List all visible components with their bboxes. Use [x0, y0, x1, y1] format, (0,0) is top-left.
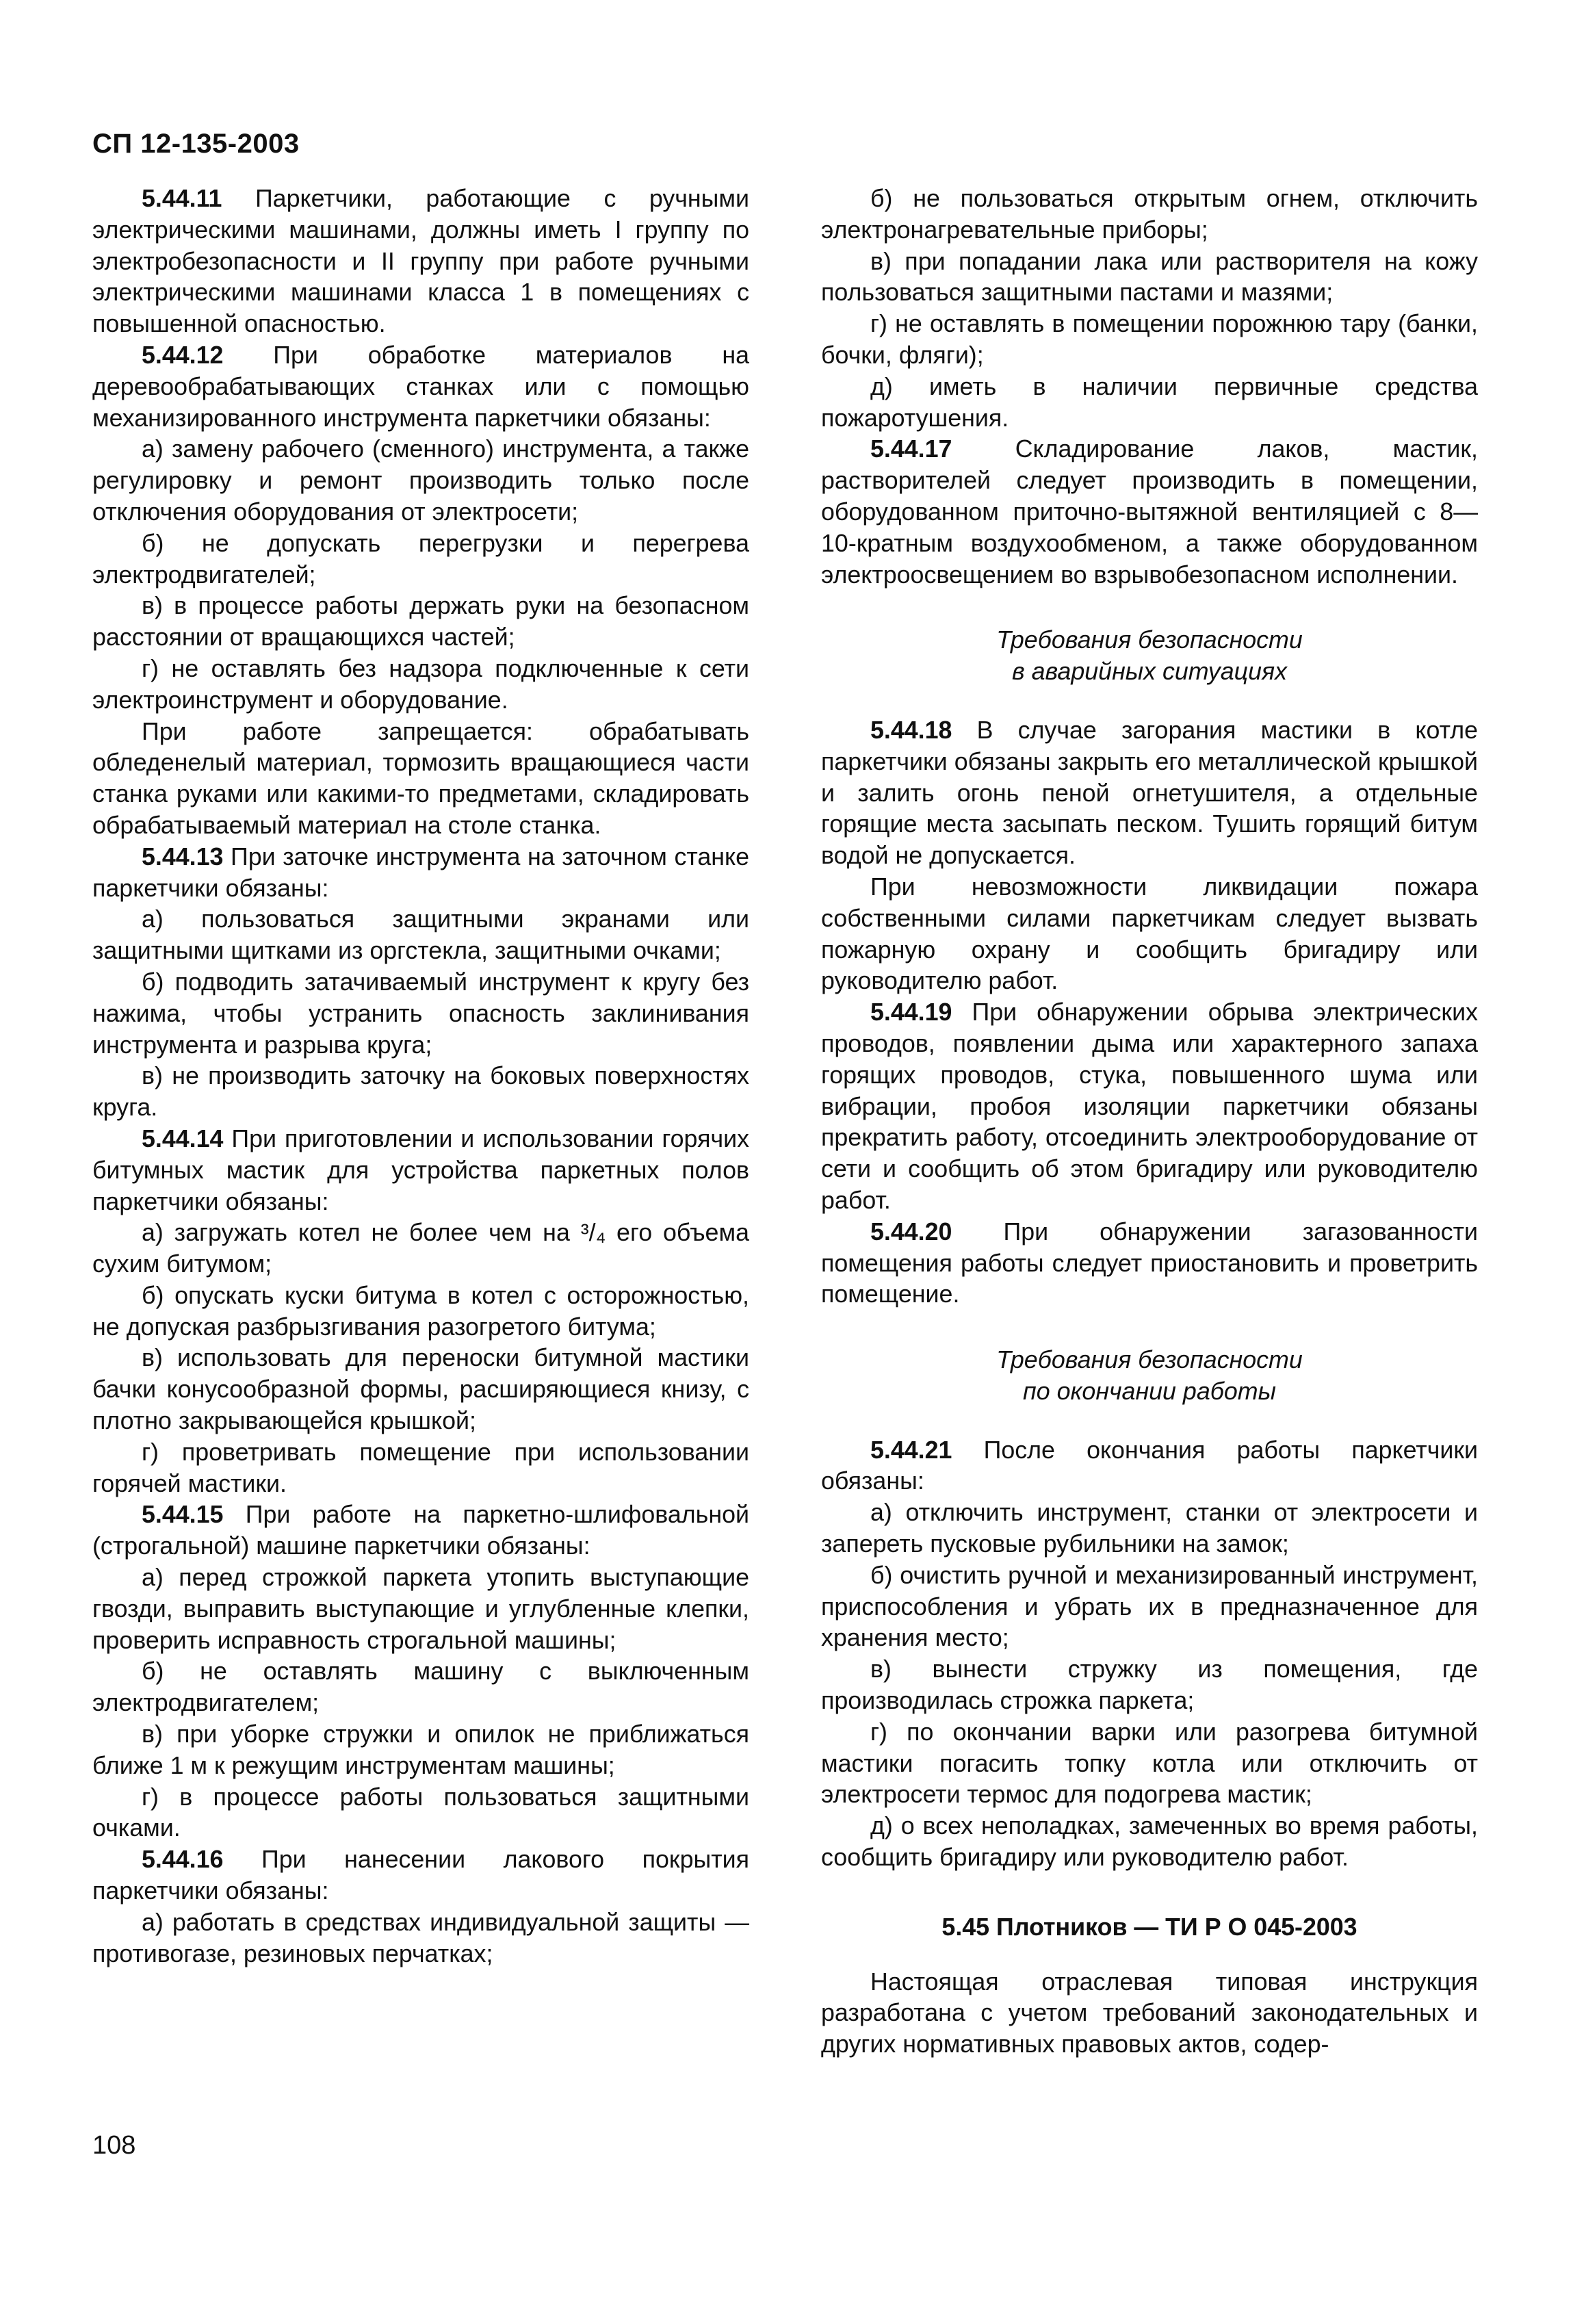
list-item-paragraph [92, 1782, 749, 1845]
paragraph-text: а) отключить инструмент, станки от электросети и запереть пусковые рубильники на замок; [821, 1499, 1478, 1558]
heading-emergency-line2: в аварийных ситуациях [1012, 658, 1287, 686]
paragraph-text: в) при уборке стружки и опилок не приближаться ближе 1 м к режущим инструментам машины; [92, 1720, 749, 1779]
clause-paragraph [92, 340, 749, 434]
list-item-paragraph [821, 1811, 1478, 1874]
list-item-paragraph [92, 434, 749, 528]
heading-emergency [821, 625, 1478, 688]
list-item-paragraph [821, 872, 1478, 997]
clause-paragraph [821, 1435, 1478, 1498]
paragraph-text: б) подводить затачиваемый инструмент к кругу без нажима, чтобы устранить опасность заклинивания инструмента и разрыва круга; [92, 968, 749, 1059]
paragraph-text: б) опускать куски битума в котел с осторожностью, не допуская разбрызгивания разогретого битума; [92, 1281, 749, 1341]
paragraph-text: Настоящая отраслевая типовая инструкция разработана с учетом требований законодательных и других нормативных правовых актов, содер- [821, 1967, 1478, 2058]
paragraph-text: При работе запрещается: обрабатывать обледенелый материал, тормозить вращающиеся части станка руками или какими-то предметами, складировать обрабатываемый материал на столе станка. [92, 717, 749, 839]
list-item-paragraph [821, 372, 1478, 435]
list-item-paragraph [92, 967, 749, 1061]
clause-number: 5.44.12 [142, 341, 224, 369]
list-item-paragraph [92, 528, 749, 591]
clause-paragraph [92, 1844, 749, 1907]
clause-number: 5.44.19 [870, 998, 952, 1027]
clause-paragraph [92, 842, 749, 905]
list-item-paragraph [92, 1437, 749, 1500]
heading-emergency-line1: Требования безопасности [996, 626, 1303, 654]
paragraph-text: а) загружать котел не более чем на ³/₄ его объема сухим битумом; [92, 1219, 749, 1278]
page-number: 108 [92, 2131, 136, 2160]
paragraph-text: в) в процессе работы держать руки на безопасном расстоянии от вращающихся частей; [92, 592, 749, 651]
heading-after-work-line2: по окончании работы [1023, 1377, 1276, 1405]
clause-number: 5.44.13 [142, 842, 224, 870]
clause-paragraph [92, 183, 749, 340]
section-title: 5.45 Плотников — ТИ Р О 045-2003 [941, 1913, 1357, 1941]
paragraph-text: г) по окончании варки или разогрева битумной мастики погасить топку котла или отключить от электросети термос для подогрева мастик; [821, 1718, 1478, 1809]
clause-number: 5.44.15 [142, 1501, 224, 1529]
paragraph-text: б) очистить ручной и механизированный инструмент, приспособления и убрать их в предназначенное для хранения место; [821, 1561, 1478, 1652]
paragraph-text: При заточке инструмента на заточном станке паркетчики обязаны: [92, 842, 749, 902]
list-item-paragraph [92, 1280, 749, 1343]
paragraph-text: При приготовлении и использовании горячих битумных мастик для устройства паркетных полов паркетчики обязаны: [92, 1124, 749, 1215]
list-item-paragraph [821, 309, 1478, 372]
clause-paragraph [821, 997, 1478, 1217]
paragraph-text: а) работать в средствах индивидуальной защиты — противогазе, резиновых перчатках; [92, 1908, 749, 1967]
list-item-paragraph [92, 1061, 749, 1124]
list-item-paragraph [821, 1967, 1478, 2061]
list-item-paragraph [92, 1343, 749, 1436]
clause-number: 5.44.14 [142, 1124, 224, 1152]
left-column [92, 183, 749, 1970]
right-column [821, 183, 1478, 2061]
right-part2 [821, 715, 1478, 1311]
list-item-paragraph [92, 904, 749, 967]
paragraph-text: При невозможности ликвидации пожара собственными силами паркетчикам следует вызвать пожарную охрану и сообщить бригадиру или руководителю работ. [821, 873, 1478, 995]
heading-after-work-line1: Требования безопасности [996, 1346, 1303, 1374]
paragraph-text: в) при попадании лака или растворителя на кожу пользоваться защитными пастами и мазями; [821, 247, 1478, 307]
list-item-paragraph [821, 246, 1478, 309]
paragraph-text: При обнаружении загазованности помещения работы следует приостановить и проветрить помещение. [821, 1217, 1478, 1308]
paragraph-text: В случае загорания мастики в котле паркетчики обязаны закрыть его металлической крышкой и залить огонь пеной огнетушителя, а отдельные горящие места засыпать песком. Тушить горящий битум водой не допускается. [821, 716, 1478, 870]
paragraph-text: При обнаружении обрыва электрических проводов, появлении дыма или характерного запаха горящих проводов, стука, повышенного шума или вибрации, пробоя изоляции паркетчики обязаны прекратить работу, отсоединить электрооборудование от сети и сообщить об этом бригадиру или руководителю работ. [821, 998, 1478, 1214]
list-item-paragraph [92, 1562, 749, 1656]
document-code-header: СП 12-135-2003 [92, 129, 300, 159]
right-part3 [821, 1435, 1478, 1874]
list-item-paragraph [821, 1654, 1478, 1717]
clause-paragraph [92, 1124, 749, 1217]
clause-number: 5.44.21 [870, 1436, 952, 1464]
paragraph-text: д) иметь в наличии первичные средства пожаротушения. [821, 372, 1478, 432]
paragraph-text: а) замену рабочего (сменного) инструмента, а также регулировку и ремонт производить только после отключения оборудования от электросети; [92, 435, 749, 526]
clause-number: 5.44.17 [870, 435, 952, 463]
list-item-paragraph [821, 1717, 1478, 1811]
clause-paragraph [92, 1499, 749, 1562]
paragraph-text: в) вынести стружку из помещения, где производилась строжка паркета; [821, 1655, 1478, 1715]
clause-paragraph [821, 434, 1478, 591]
list-item-paragraph [92, 716, 749, 842]
paragraph-text: в) использовать для переноски битумной мастики бачки конусообразной формы, расширяющиеся книзу, с плотно закрывающейся крышкой; [92, 1344, 749, 1435]
paragraph-text: а) пользоваться защитными экранами или защитными щитками из оргстекла, защитными очками; [92, 905, 749, 965]
list-item-paragraph [92, 1656, 749, 1719]
paragraph-text: б) не оставлять машину с выключенным электродвигателем; [92, 1657, 749, 1717]
right-part1 [821, 183, 1478, 591]
heading-after-work [821, 1345, 1478, 1408]
list-item-paragraph [92, 1719, 749, 1782]
paragraph-text: г) не оставлять в помещении порожнюю тару (банки, бочки, фляги); [821, 310, 1478, 369]
clause-paragraph [821, 1217, 1478, 1311]
paragraph-text: При обработке материалов на деревообрабатывающих станках или с помощью механизированного инструмента паркетчики обязаны: [92, 341, 749, 432]
paragraph-text: б) не пользоваться открытым огнем, отключить электронагревательные приборы; [821, 185, 1478, 244]
clause-number: 5.44.20 [870, 1217, 952, 1245]
list-item-paragraph [92, 1907, 749, 1970]
list-item-paragraph [92, 591, 749, 654]
clause-paragraph [821, 715, 1478, 872]
paragraph-text: б) не допускать перегрузки и перегрева электродвигателей; [92, 529, 749, 589]
list-item-paragraph [92, 1217, 749, 1280]
list-item-paragraph [92, 654, 749, 716]
paragraph-text: После окончания работы паркетчики обязаны: [821, 1436, 1478, 1495]
list-item-paragraph [821, 183, 1478, 246]
paragraph-text: д) о всех неполадках, замеченных во время работы, сообщить бригадиру или руководителю работ. [821, 1812, 1478, 1872]
paragraph-text: г) проветривать помещение при использовании горячей мастики. [92, 1438, 749, 1497]
paragraph-text: в) не производить заточку на боковых поверхностях круга. [92, 1062, 749, 1122]
clause-number: 5.44.18 [870, 716, 952, 744]
right-part4 [821, 1967, 1478, 2061]
paragraph-text: г) не оставлять без надзора подключенные к сети электроинструмент и оборудование. [92, 654, 749, 714]
clause-number: 5.44.16 [142, 1846, 224, 1874]
paragraph-text: При нанесении лакового покрытия паркетчики обязаны: [92, 1846, 749, 1905]
paragraph-text: Паркетчики, работающие с ручными электрическими машинами, должны иметь I группу по электробезопасности и II группу при работе ручными электрическими машинами класса 1 в помещениях с повышенной опасностью. [92, 185, 749, 338]
paragraph-text: г) в процессе работы пользоваться защитными очками. [92, 1783, 749, 1842]
paragraph-text: При работе на паркетно-шлифовальной (строгальной) машине паркетчики обязаны: [92, 1501, 749, 1560]
paragraph-text: Складирование лаков, мастик, растворителей следует производить в помещении, оборудованном приточно-вытяжной вентиляцией с 8—10-кратным воздухообменом, а также оборудованном электроосвещением во взрывобезопасном исполнении. [821, 435, 1478, 589]
paragraph-text: а) перед строжкой паркета утопить выступающие гвозди, выправить выступающие и углубленные клепки, проверить исправность строгальной машины; [92, 1564, 749, 1654]
clause-number: 5.44.11 [142, 185, 222, 212]
list-item-paragraph [821, 1497, 1478, 1560]
list-item-paragraph [821, 1560, 1478, 1654]
